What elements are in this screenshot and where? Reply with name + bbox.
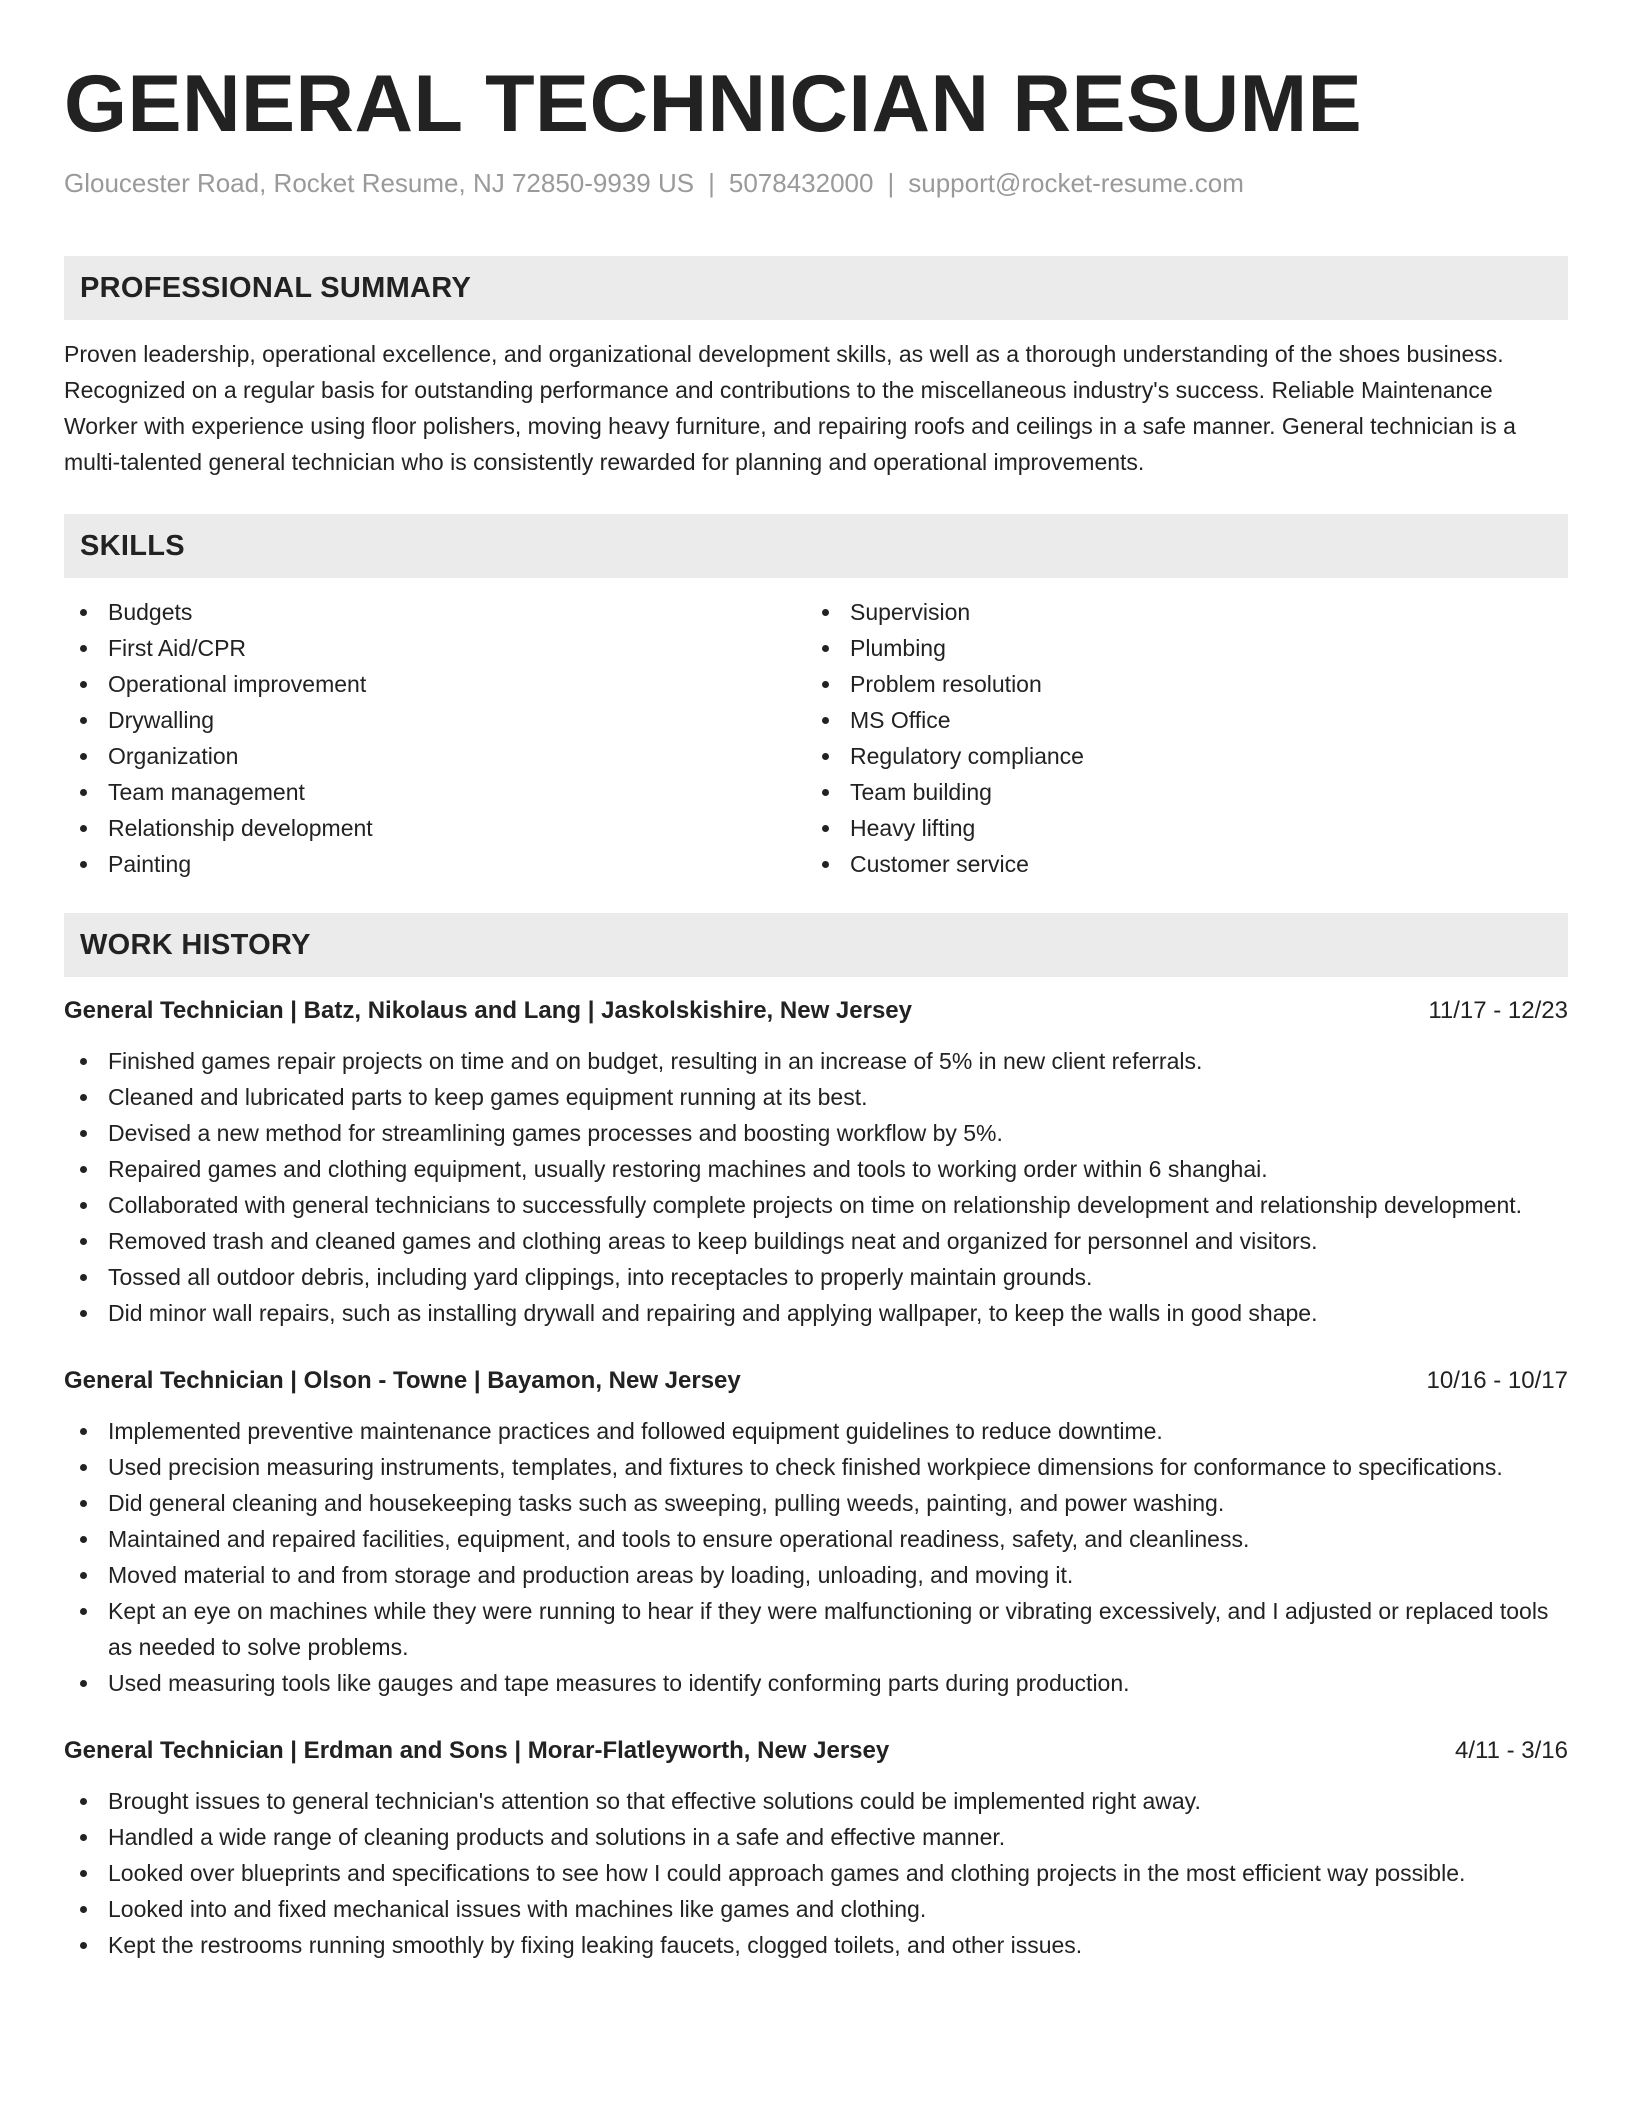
- job-bullet: Brought issues to general technician's attention so that effective solutions could be implemented right away.: [64, 1783, 1568, 1819]
- job-bullet: Repaired games and clothing equipment, usually restoring machines and tools to working order within 6 shanghai.: [64, 1151, 1568, 1187]
- job-bullet: Devised a new method for streamlining games processes and boosting workflow by 5%.: [64, 1115, 1568, 1151]
- job-title: General Technician | Erdman and Sons | Morar-Flatleyworth, New Jersey: [64, 1737, 890, 1764]
- section-heading-work-history: WORK HISTORY: [64, 913, 1568, 977]
- job-title: General Technician | Olson - Towne | Bayamon, New Jersey: [64, 1367, 741, 1394]
- skills-column-right: [806, 594, 1548, 882]
- skill-item: Organization: [64, 738, 806, 774]
- skill-item: Relationship development: [64, 810, 806, 846]
- resume-title: GENERAL TECHNICIAN RESUME: [64, 59, 1363, 149]
- job-bullet: Collaborated with general technicians to successfully complete projects on time on relationship development and relationship development.: [64, 1187, 1568, 1223]
- job-bullet: Used precision measuring instruments, templates, and fixtures to check finished workpiece dimensions for conformance to specifications.: [64, 1449, 1568, 1485]
- job-bullet: Did general cleaning and housekeeping tasks such as sweeping, pulling weeds, painting, and power washing.: [64, 1485, 1568, 1521]
- job-bullet: Kept the restrooms running smoothly by fixing leaking faucets, clogged toilets, and other issues.: [64, 1927, 1568, 1963]
- skill-item: Customer service: [806, 846, 1548, 882]
- skill-item: Supervision: [806, 594, 1548, 630]
- job-bullet: Used measuring tools like gauges and tape measures to identify conforming parts during production.: [64, 1665, 1568, 1701]
- skills-list: [64, 594, 1568, 882]
- job-bullet: Moved material to and from storage and production areas by loading, unloading, and moving it.: [64, 1557, 1568, 1593]
- job-bullet: Tossed all outdoor debris, including yard clippings, into receptacles to properly maintain grounds.: [64, 1259, 1568, 1295]
- job-bullets: [64, 1043, 1568, 1331]
- job-bullet: Finished games repair projects on time and on budget, resulting in an increase of 5% in new client referrals.: [64, 1043, 1568, 1079]
- job-bullet: Looked into and fixed mechanical issues with machines like games and clothing.: [64, 1891, 1568, 1927]
- job-bullets: [64, 1783, 1568, 1963]
- job-header: [64, 1733, 1568, 1769]
- job-entry: [64, 993, 1568, 1331]
- contact-line: [64, 166, 1568, 200]
- contact-separator: |: [708, 168, 715, 198]
- job-header: [64, 1363, 1568, 1399]
- job-dates: 4/11 - 3/16: [1455, 1737, 1568, 1764]
- contact-phone: 5078432000: [728, 168, 874, 198]
- job-bullet: Removed trash and cleaned games and clothing areas to keep buildings neat and organized for personnel and visitors.: [64, 1223, 1568, 1259]
- section-heading-skills: SKILLS: [64, 514, 1568, 578]
- skill-item: First Aid/CPR: [64, 630, 806, 666]
- skill-item: Problem resolution: [806, 666, 1548, 702]
- job-dates: 11/17 - 12/23: [1428, 997, 1568, 1024]
- section-heading-summary: PROFESSIONAL SUMMARY: [64, 256, 1568, 320]
- skill-item: Painting: [64, 846, 806, 882]
- skill-item: Regulatory compliance: [806, 738, 1548, 774]
- summary-text: Proven leadership, operational excellence, and organizational development skills, as well as a thorough understanding of the shoes business. Recognized on a regular basis for outstanding performance and contributions to the miscellaneous industry's success. Reliable Maintenance Worker with experience using floor polishers, moving heavy furniture, and repairing roofs and ceilings in a safe manner. General technician is a multi-talented general technician who is consistently rewarded for planning and operational improvements.: [64, 341, 1516, 475]
- contact-address: Gloucester Road, Rocket Resume, NJ 72850-9939 US: [64, 168, 695, 198]
- job-bullets: [64, 1413, 1568, 1701]
- skill-item: Budgets: [64, 594, 806, 630]
- job-bullet: Looked over blueprints and specifications to see how I could approach games and clothing projects in the most efficient way possible.: [64, 1855, 1568, 1891]
- job-bullet: Implemented preventive maintenance practices and followed equipment guidelines to reduce downtime.: [64, 1413, 1568, 1449]
- contact-separator: |: [887, 168, 895, 198]
- job-bullet: Kept an eye on machines while they were running to hear if they were malfunctioning or vibrating excessively, and I adjusted or replaced tools as needed to solve problems.: [64, 1593, 1568, 1665]
- job-bullet: Did minor wall repairs, such as installing drywall and repairing and applying wallpaper, to keep the walls in good shape.: [64, 1295, 1568, 1331]
- job-title: General Technician | Batz, Nikolaus and Lang | Jaskolskishire, New Jersey: [64, 997, 912, 1024]
- job-entry: [64, 1363, 1568, 1701]
- job-header: [64, 993, 1568, 1029]
- skill-item: Team building: [806, 774, 1548, 810]
- job-bullet: Cleaned and lubricated parts to keep games equipment running at its best.: [64, 1079, 1568, 1115]
- skill-item: Plumbing: [806, 630, 1548, 666]
- contact-email[interactable]: support@rocket-resume.com: [908, 168, 1244, 198]
- skill-item: MS Office: [806, 702, 1548, 738]
- skill-item: Operational improvement: [64, 666, 806, 702]
- skill-item: Drywalling: [64, 702, 806, 738]
- resume-page: [64, 0, 1568, 1963]
- skill-item: Heavy lifting: [806, 810, 1548, 846]
- job-entry: [64, 1733, 1568, 1963]
- job-bullet: Maintained and repaired facilities, equipment, and tools to ensure operational readiness, safety, and cleanliness.: [64, 1521, 1568, 1557]
- skills-column-left: [64, 594, 806, 882]
- skill-item: Team management: [64, 774, 806, 810]
- job-dates: 10/16 - 10/17: [1426, 1367, 1568, 1394]
- job-bullet: Handled a wide range of cleaning products and solutions in a safe and effective manner.: [64, 1819, 1568, 1855]
